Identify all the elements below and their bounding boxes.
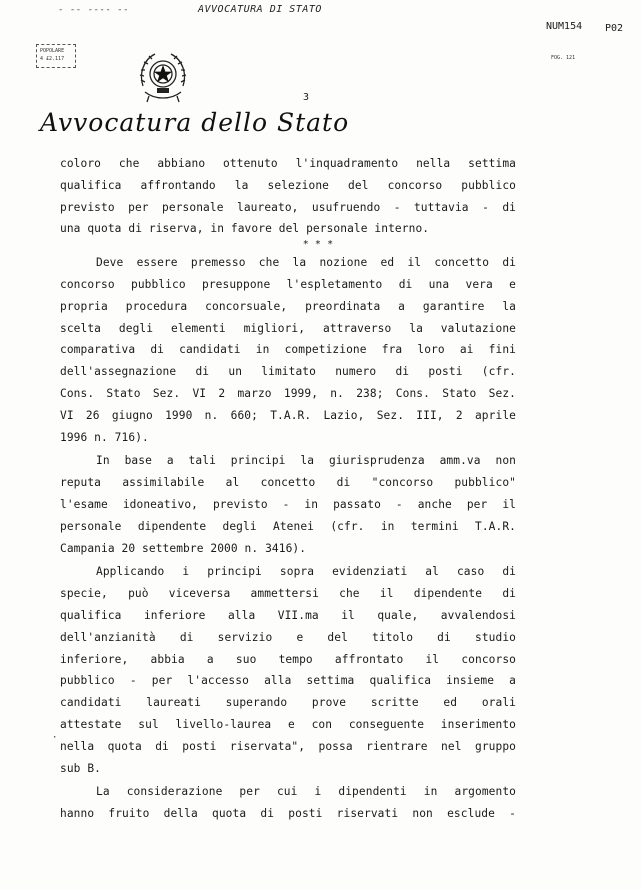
text-line: inferiore, abbia a suo tempo affrontato il concorso [60,652,516,666]
stamp-line-2: 4 £2.117 [40,56,65,62]
section-separator: * * * [302,239,334,251]
stamp-line-1: POPOLARE [40,48,65,54]
fax-header-dashes: - -- ---- -- [58,5,130,15]
fax-page-number: P02 [605,23,624,34]
text-line: una quota di riserva, in favore del personale interno. [60,222,430,236]
text-line: specie, può viceversa ammettersi che il dipendente di [60,587,516,601]
text-line: qualifica inferiore alla VII.ma il quale, avvalendosi [60,608,516,622]
text-line: candidati laureati superando prove scritte ed orali [60,696,516,710]
text-line: In base a tali principi la giurisprudenza amm.va non [96,454,516,468]
text-line: scelta degli elementi migliori, attraverso la valutazione [60,321,516,335]
text-line: La considerazione per cui i dipendenti in argomento [96,785,516,799]
text-line: l'esame idoneativo, previsto - in passato - anche per il [60,497,516,511]
text-line: propria procedura concorsuale, preordinata a garantire la [60,299,516,313]
text-line: reputa assimilabile al concetto di "concorso pubblico" [60,476,516,490]
text-line: dell'assegnazione di un limitato numero di posti (cfr. [60,365,516,379]
text-line: dell'anzianità di servizio e del titolo di studio [60,630,516,644]
republic-emblem-icon [135,46,191,106]
paragraph-3 [60,450,516,559]
text-line: Applicando i principi sopra evidenziati al caso di [96,565,516,579]
text-line: hanno fruito della quota di posti riservati non esclude - [60,807,516,821]
text-line: coloro che abbiano ottenuto l'inquadramento nella settima [60,157,516,170]
institution-heading: Avvocatura dello Stato [40,108,350,137]
paragraph-4 [60,561,516,779]
text-line: Cons. Stato Sez. VI 2 marzo 1999, n. 238; Cons. Stato Sez. [60,386,516,400]
text-line: 1996 n. 716). [60,430,149,444]
text-line: attestate sul livello-laurea e con conseguente inserimento [60,717,516,731]
paragraph-5 [60,781,516,825]
text-line: Campania 20 settembre 2000 n. 3416). [60,541,307,555]
text-line: VI 26 giugno 1990 n. 660; T.A.R. Lazio, Sez. III, 2 aprile [60,408,516,422]
page-number: 3 [303,92,310,103]
paragraph-1 [60,153,516,240]
text-line: concorso pubblico presuppone l'espletamento di una vera e [60,277,516,291]
document-body [60,153,516,825]
fax-header [0,2,642,22]
text-line: personale dipendente degli Atenei (cfr. in termini T.A.R. [60,519,516,533]
document-code: FOG. 121 [551,55,576,61]
fax-sender: AVVOCATURA DI STATO [198,4,322,15]
margin-mark: · [52,733,58,743]
text-line: nella quota di posti riservata", possa rientrare nel gruppo [60,739,516,753]
text-line: qualifica affrontando la selezione del concorso pubblico [60,178,516,192]
text-line: comparativa di candidati in competizione fra loro ai fini [60,343,516,357]
text-line: sub B. [60,761,102,775]
text-line: previsto per personale laureato, usufruendo - tuttavia - di [60,200,516,214]
text-line: pubblico - per l'accesso alla settima qualifica insieme a [60,674,516,688]
paragraph-2 [60,252,516,448]
stamp [36,44,76,68]
text-line: Deve essere premesso che la nozione ed il concetto di [96,256,516,270]
fax-number: NUM154 [546,21,583,32]
